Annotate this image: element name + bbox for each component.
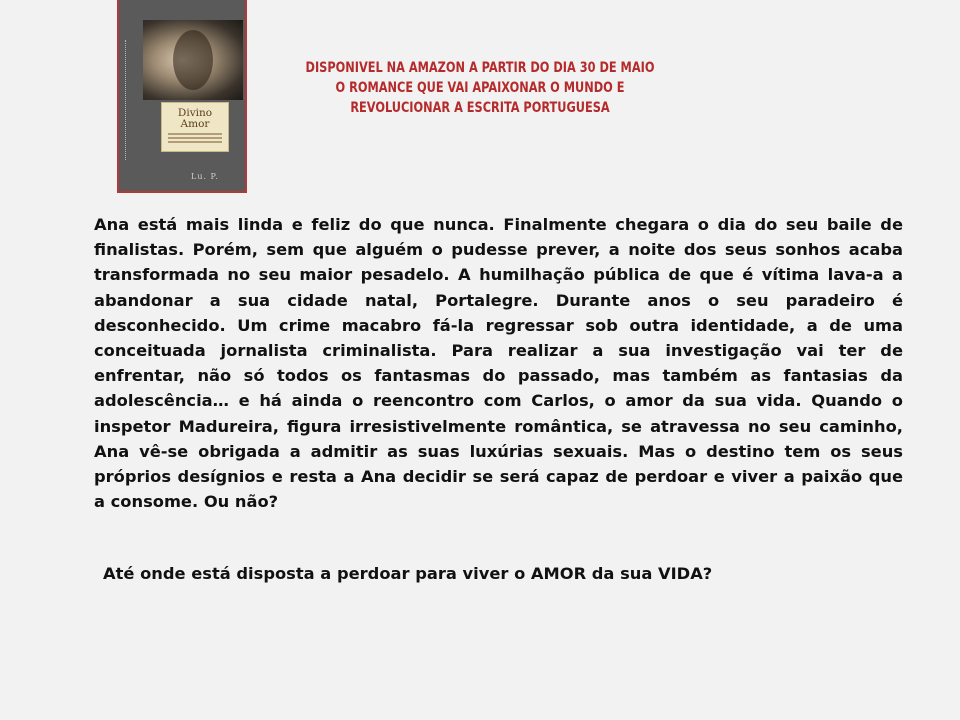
announcement-heading bbox=[280, 58, 680, 118]
cover-title: Divino Amor bbox=[177, 107, 213, 130]
cover-author: Lu. P. bbox=[191, 172, 219, 181]
announcement-line-1: DISPONIVEL NA AMAZON A PARTIR DO DIA 30 DE MAIO bbox=[305, 60, 655, 76]
tagline-question: Até onde está disposta a perdoar para viver o AMOR da sua VIDA? bbox=[103, 564, 713, 583]
cover-title-plate bbox=[161, 102, 229, 152]
cover-subtitle-lines bbox=[168, 133, 222, 143]
cover-photo bbox=[143, 20, 243, 100]
cover-spine bbox=[125, 40, 129, 160]
synopsis-paragraph: Ana está mais linda e feliz do que nunca. Finalmente chegara o dia do seu baile de finalistas. Porém, sem que alguém o pudesse prever, a noite dos seus sonhos acaba transformada no seu maior pesadelo. A humilhação pública de que é vítima lava-a a abandonar a sua cidade natal, Portalegre. Durante anos o seu paradeiro é desconhecido. Um crime macabro fá-la regressar sob outra identidade, a de uma conceituada jornalista criminalista. Para realizar a sua investigação vai ter de enfrentar, não só todos os fantasmas do passado, mas também as fantasias da adolescência… e há ainda o reencontro com Carlos, o amor da sua vida. Quando o inspetor Madureira, figura irresistivelmente romântica, se atravessa no seu caminho, Ana vê-se obrigada a admitir as suas luxúrias sexuais. Mas o destino tem os seus próprios desígnios e resta a Ana decidir se será capaz de perdoar e viver a paixão que a consome. Ou não? bbox=[94, 215, 903, 512]
announcement-line-2: O ROMANCE QUE VAI APAIXONAR O MUNDO E bbox=[335, 80, 625, 96]
book-cover-image bbox=[117, 0, 247, 193]
announcement-line-3: REVOLUCIONAR A ESCRITA PORTUGUESA bbox=[350, 100, 610, 116]
